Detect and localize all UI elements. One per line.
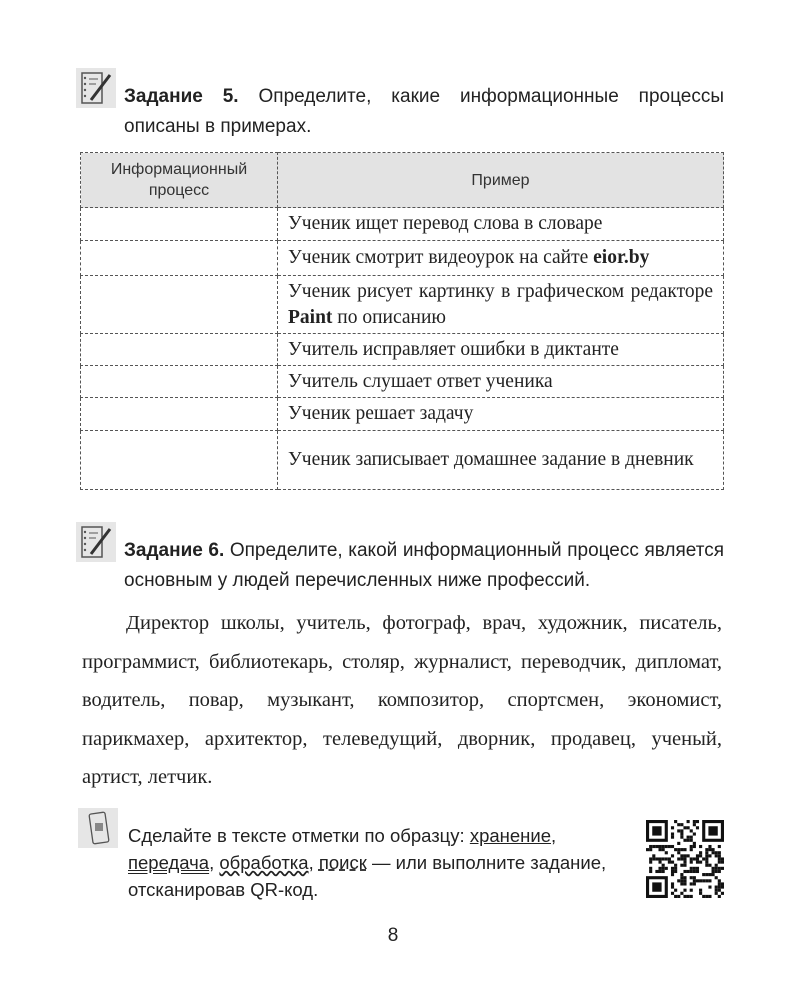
example-cell xyxy=(278,276,724,334)
separator: , xyxy=(308,852,319,873)
task-5-text: Определите, какие информационные процессы описаны в примерах. xyxy=(124,86,724,137)
answer-cell[interactable] xyxy=(81,276,278,334)
task-5-label: Задание 5. xyxy=(124,86,239,107)
note-text: Сделайте в тексте отметки по образцу: xyxy=(128,825,470,846)
table-row xyxy=(81,241,724,276)
answer-cell[interactable] xyxy=(81,241,278,276)
table-row xyxy=(81,398,724,431)
example-bold: Paint xyxy=(288,306,333,328)
example-cell: Ученик ищет перевод слова в словаре xyxy=(278,208,724,241)
notebook-pen-icon xyxy=(76,522,116,562)
mark-transfer: передача xyxy=(128,852,210,873)
table-row xyxy=(81,431,724,490)
header-process: Информационный процесс xyxy=(81,153,278,208)
example-text: по описанию xyxy=(332,306,446,328)
phone-qr-icon xyxy=(78,808,118,848)
header-example: Пример xyxy=(278,153,724,208)
separator: , xyxy=(551,825,557,846)
table-header xyxy=(81,153,724,208)
separator: , xyxy=(209,852,220,873)
notebook-pen-icon xyxy=(76,68,116,108)
qr-code[interactable] xyxy=(646,820,724,898)
task-6-label: Задание 6. xyxy=(124,540,225,561)
mark-search: поиск xyxy=(318,852,367,873)
table-row xyxy=(81,208,724,241)
mark-storage: хранение xyxy=(469,825,551,846)
task-6-text: Определите, какой информационный процесс является основным у людей перечисленных ниже профессий. xyxy=(124,540,724,591)
mark-processing: обработка xyxy=(219,852,309,873)
example-cell: Ученик записывает домашнее задание в дневник xyxy=(278,431,724,490)
answer-cell[interactable] xyxy=(81,431,278,490)
example-cell: Учитель исправляет ошибки в диктанте xyxy=(278,334,724,366)
table-row xyxy=(81,276,724,334)
example-cell xyxy=(278,241,724,276)
answer-cell[interactable] xyxy=(81,334,278,366)
task-5 xyxy=(124,82,724,142)
table-row xyxy=(81,334,724,366)
qr-note xyxy=(128,822,618,903)
task-6 xyxy=(124,536,724,596)
processes-table xyxy=(80,152,724,490)
answer-cell[interactable] xyxy=(81,398,278,431)
table-row xyxy=(81,366,724,398)
answer-cell[interactable] xyxy=(81,366,278,398)
example-cell: Ученик решает задачу xyxy=(278,398,724,431)
example-text: Ученик рисует картинку в графическом редакторе xyxy=(288,280,713,302)
example-text: Ученик смотрит видеоурок на сайте xyxy=(288,247,594,268)
answer-cell[interactable] xyxy=(81,208,278,241)
example-bold: eior.by xyxy=(593,247,650,268)
page-number: 8 xyxy=(387,925,399,946)
professions-list: Директор школы, учитель, фотограф, врач, художник, писатель, программист, библиотекарь, столяр, журналист, переводчик, дипломат, водитель, повар, музыкант, композитор, спортсмен, экономист, парикмахер, архитектор, телеведущий, дворник, продавец, ученый, артист, летчик. xyxy=(82,612,722,789)
note-text: — или выполните задание, отсканировав QR-код. xyxy=(128,852,607,900)
example-cell: Учитель слушает ответ ученика xyxy=(278,366,724,398)
